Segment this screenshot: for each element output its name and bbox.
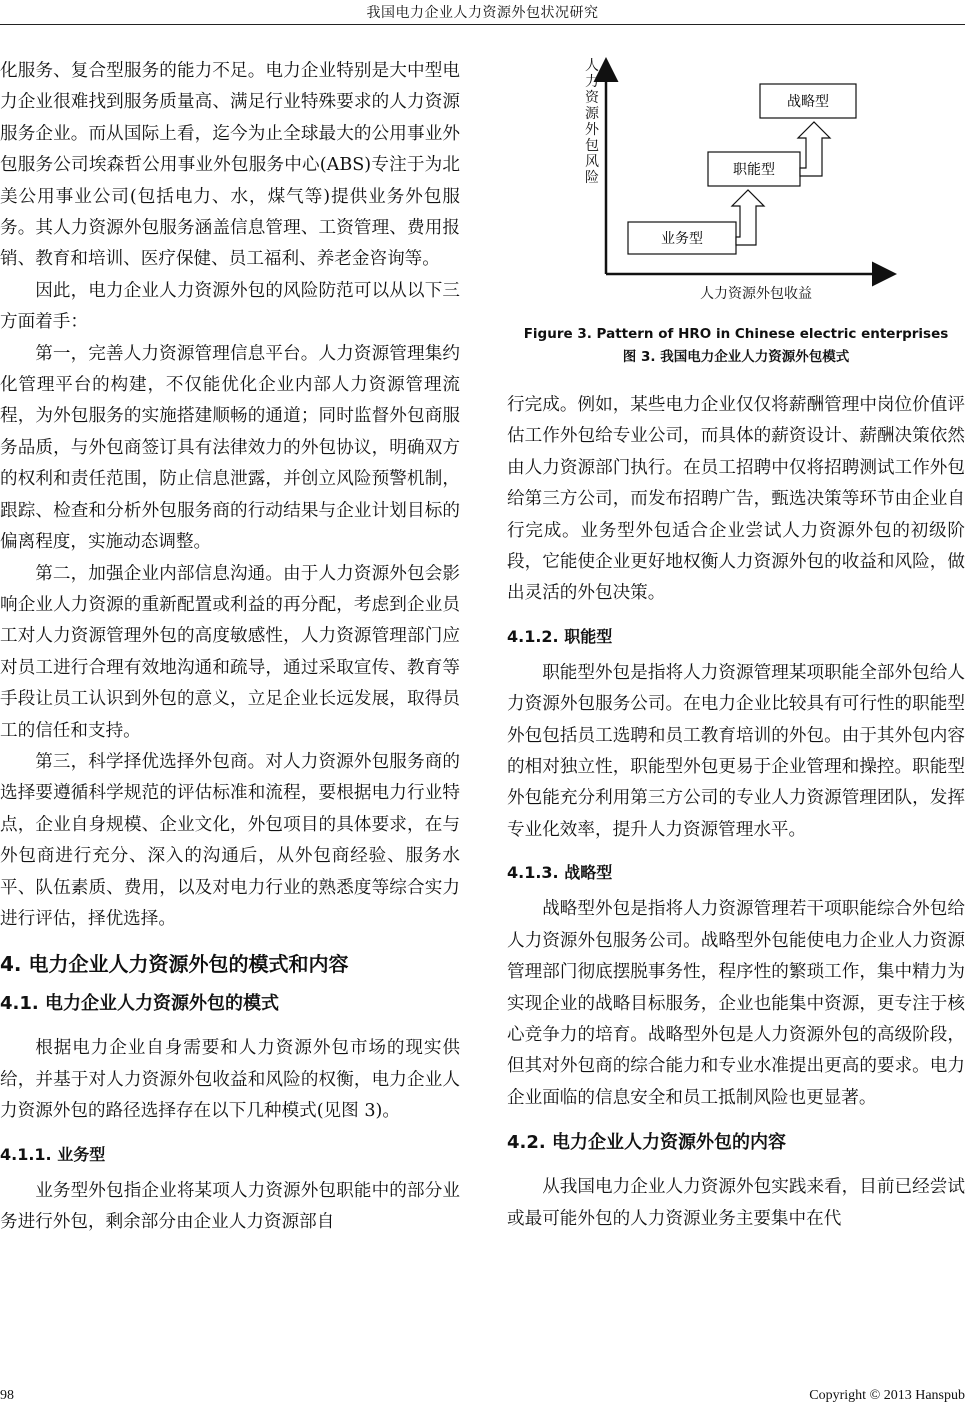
paragraph: 从我国电力企业人力资源外包实践来看，目前已经尝试或最可能外包的人力资源业务主要集中在代 — [507, 1177, 965, 1229]
running-header: 我国电力企业人力资源外包状况研究 — [366, 5, 599, 21]
page-number: 98 — [0, 1388, 14, 1403]
paragraph: 化服务、复合型服务的能力不足。电力企业特别是大中型电力企业很难找到服务质量高、满足行业特殊要求的人力资源服务企业。而从国际上看，迄今为止全球最大的公用事业外包服务公司埃森哲公用事业外包服务中心(ABS)专注于为北美公用事业公司(包括电力、水，煤气等)提供业务外包服务。其人力资源外包服务涵盖信息管理、工资管理、费用报销、教育和培训、医疗保健、员工福利、养老金咨询等。 — [0, 61, 460, 270]
paragraph: 第三，科学择优选择外包商。对人力资源外包服务商的选择要遵循科学规范的评估标准和流程，要根据电力行业特点，企业自身规模、企业文化，外包项目的具体要求，在与外包商进行充分、深入的沟通后，从外包商经验、服务水平、队伍素质、费用，以及对电力行业的熟悉度等综合实力进行评估，择优选择。 — [0, 751, 460, 929]
paragraph: 第二，加强企业内部信息沟通。由于人力资源外包会影响企业人力资源的重新配置或利益的再分配，考虑到企业员工对人力资源管理外包的高度敏感性，人力资源管理部门应对员工进行合理有效地沟通和疏导，通过采取宣传、教育等手段让员工认识到外包的意义，立足企业长远发展，取得员工的信任和支持。 — [0, 563, 460, 741]
section-heading-4-1: 4.1. 电力企业人力资源外包的模式 — [0, 993, 279, 1015]
paragraph: 战略型外包是指将人力资源管理若干项职能综合外包给人力资源外包服务公司。战略型外包能使电力企业人力资源管理部门彻底摆脱事务性，程序性的繁琐工作，集中精力为实现企业的战略目标服务，企业也能集中资源，更专注于核心竞争力的培育。战略型外包是人力资源外包的高级阶段，但其对外包商的综合能力和专业水准提出更高的要求。电力企业面临的信息安全和员工抵制风险也更显著。 — [507, 899, 965, 1108]
y-axis-label — [585, 58, 603, 186]
box-functional-label: 职能型 — [733, 163, 775, 178]
paragraph: 职能型外包是指将人力资源管理某项职能全部外包给人力资源外包服务公司。在电力企业比较具有可行性的职能型外包包括员工选聘和员工教育培训的外包。由于其外包内容的相对独立性，职能型外包更易于企业管理和操控。职能型外包能充分利用第三方公司的专业人力资源管理团队，发挥专业化效率，提升人力资源管理水平。 — [507, 662, 965, 840]
x-axis-label: 人力资源外包收益 — [700, 287, 812, 302]
section-heading-4-1-3: 4.1.3. 战略型 — [507, 863, 613, 883]
right-column — [507, 390, 965, 1235]
paragraph: 根据电力企业自身需要和人力资源外包市场的现实供给，并基于对人力资源外包收益和风险的权衡，电力企业人力资源外包的路径选择存在以下几种模式(见图 3)。 — [0, 1038, 460, 1122]
section-heading-4-1-1: 4.1.1. 业务型 — [0, 1144, 106, 1164]
y-label-char-1: 人 — [585, 59, 599, 74]
paragraph: 行完成。例如，某些电力企业仅仅将薪酬管理中岗位价值评估工作外包给专业公司，而具体的薪资设计、薪酬决策依然由人力资源部门执行。在员工招聘中仅将招聘测试工作外包给第三方公司，而发布招聘广告，甄选决策等环节由企业自行完成。业务型外包适合企业尝试人力资源外包的初级阶段，它能使企业更好地权衡人力资源外包的收益和风险，做出灵活的外包决策。 — [507, 395, 965, 604]
y-label-char-4: 源 — [585, 107, 599, 122]
section-heading-4-1-2: 4.1.2. 职能型 — [507, 626, 613, 646]
section-heading-4-2: 4.2. 电力企业人力资源外包的内容 — [507, 1132, 786, 1154]
paragraph: 业务型外包指企业将某项人力资源外包职能中的部分业务进行外包，剩余部分由企业人力资源部自 — [0, 1180, 460, 1232]
y-label-char-3: 资 — [585, 91, 599, 106]
figure-caption-en: Figure 3. Pattern of HRO in Chinese electric enterprises — [523, 326, 949, 342]
y-label-char-2: 力 — [585, 75, 599, 90]
figure-3-diagram — [560, 56, 920, 306]
left-column — [0, 56, 460, 1238]
y-label-char-7: 风 — [585, 155, 599, 170]
y-label-char-6: 包 — [585, 139, 599, 154]
header-rule — [0, 24, 965, 25]
section-heading-4: 4. 电力企业人力资源外包的模式和内容 — [0, 952, 349, 977]
paragraph: 第一，完善人力资源管理信息平台。人力资源管理集约化管理平台的构建，不仅能优化企业内部人力资源管理流程，为外包服务的实施搭建顺畅的通道；同时监督外包商服务品质，与外包商签订具有法律效力的外包协议，明确双方的权利和责任范围，防止信息泄露，并创立风险预警机制，跟踪、检查和分析外包服务商的行动结果与企业计划目标的偏离程度，实施动态调整。 — [0, 343, 460, 553]
y-label-char-5: 外 — [585, 123, 599, 138]
paragraph: 因此，电力企业人力资源外包的风险防范可以从以下三方面着手： — [0, 280, 460, 333]
box-business-label: 业务型 — [661, 232, 703, 247]
copyright-notice: Copyright © 2013 Hanspub — [809, 1388, 965, 1403]
step-arrow-2 — [798, 122, 830, 176]
diagram-svg — [560, 56, 920, 306]
box-strategic-label: 战略型 — [787, 95, 829, 110]
y-label-char-8: 险 — [585, 171, 599, 186]
step-arrow-1 — [732, 190, 764, 245]
figure-caption-zh: 图 3. 我国电力企业人力资源外包模式 — [622, 349, 850, 365]
